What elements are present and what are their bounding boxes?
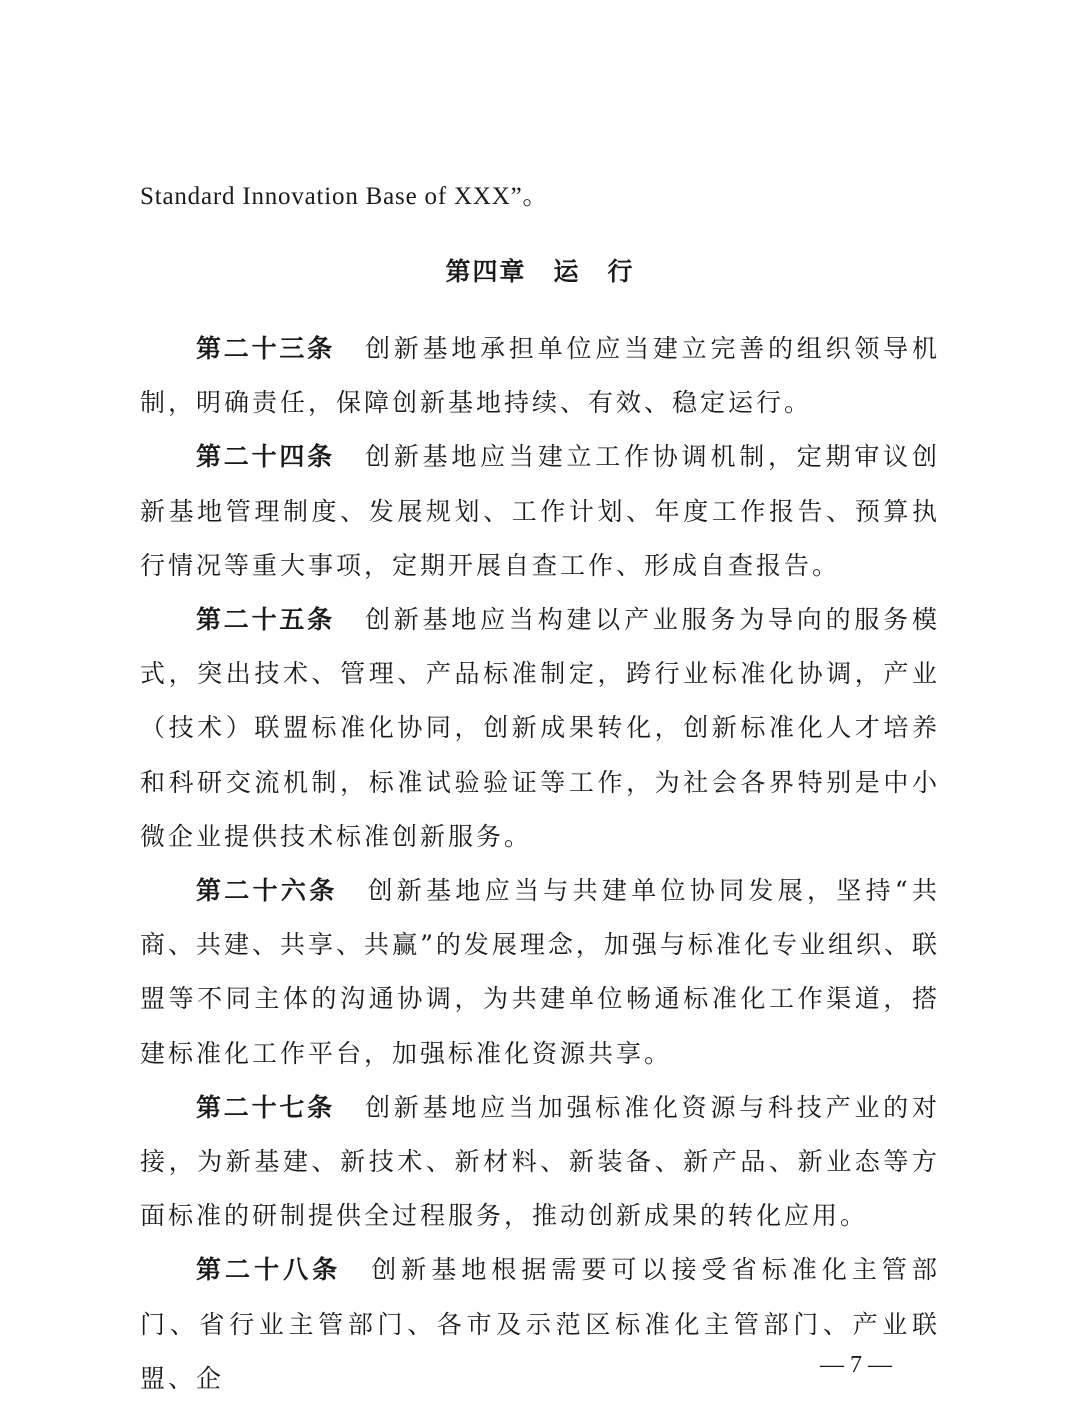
article-24: [140, 430, 940, 593]
article-28-text: 创新基地根据需要可以接受省标准化主管部门、省行业主管部门、各市及示范区标准化主管部门、产业联盟、企: [140, 1255, 940, 1393]
article-27: [140, 1081, 940, 1244]
article-28-title: 第二十八条: [196, 1255, 342, 1285]
article-25-text: 创新基地应当构建以产业服务为导向的服务模式，突出技术、管理、产品标准制定，跨行业标准化协调，产业（技术）联盟标准化协同，创新成果转化，创新标准化人才培养和科研交流机制，标准试验验证等工作，为社会各界特别是中小微企业提供技术标准创新服务。: [140, 605, 940, 851]
article-24-text: 创新基地应当建立工作协调机制，定期审议创新基地管理制度、发展规划、工作计划、年度工作报告、预算执行情况等重大事项，定期开展自查工作、形成自查报告。: [140, 442, 940, 580]
article-27-text: 创新基地应当加强标准化资源与科技产业的对接，为新基建、新技术、新材料、新装备、新产品、新业态等方面标准的研制提供全过程服务，推动创新成果的转化应用。: [140, 1092, 940, 1231]
article-24-title: 第二十四条: [196, 442, 335, 472]
article-26-title: 第二十六条: [196, 876, 338, 906]
article-26-text: 创新基地应当与共建单位协同发展，坚持“共商、共建、共享、共赢”的发展理念，加强与标准化专业组织、联盟等不同主体的沟通协调，为共建单位畅通标准化工作渠道，搭建标准化工作平台，加强标准化资源共享。: [140, 876, 940, 1068]
article-27-title: 第二十七条: [196, 1092, 335, 1122]
article-list: [140, 322, 940, 1406]
article-23-title: 第二十三条: [196, 334, 335, 363]
article-25: [140, 593, 940, 864]
article-23-text: 创新基地承担单位应当建立完善的组织领导机制，明确责任，保障创新基地持续、有效、稳定运行。: [140, 334, 940, 418]
continuation-line: Standard Innovation Base of XXX”。: [140, 183, 549, 210]
article-23: [140, 322, 940, 430]
article-25-title: 第二十五条: [196, 605, 335, 635]
article-26: [140, 864, 940, 1081]
article-28: [140, 1243, 940, 1406]
page-number: — 7 —: [820, 1352, 892, 1378]
chapter-title: 第四章 运 行: [445, 257, 635, 286]
